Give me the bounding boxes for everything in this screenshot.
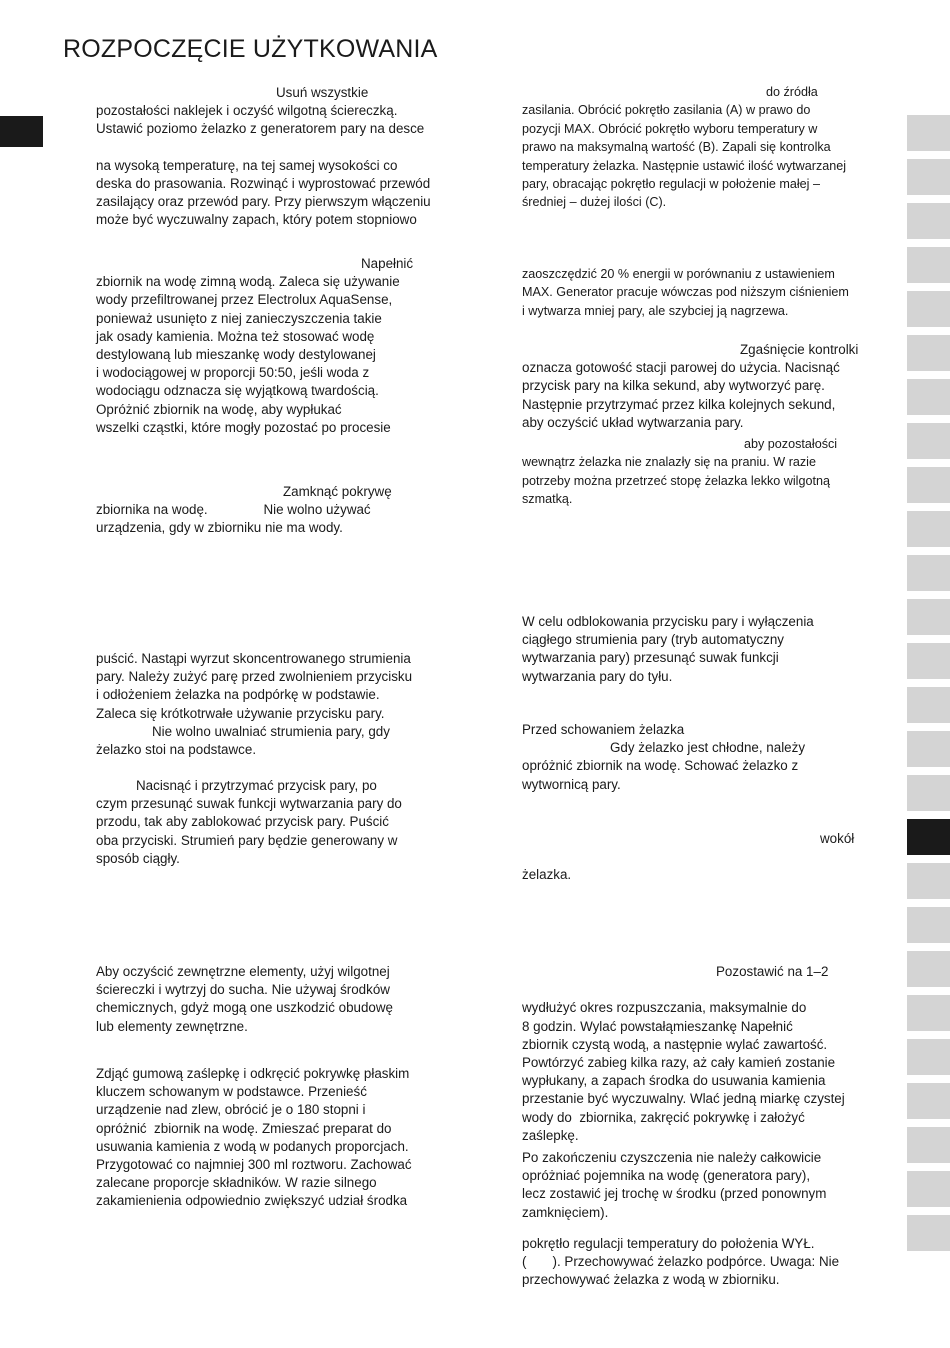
text-line: pary. Należy zużyć parę przed zwolnieniem przycisku bbox=[96, 669, 413, 685]
side-tab bbox=[907, 1083, 950, 1119]
text-line: Powtórzyć zabieg kilka razy, aż cały kamień zostanie bbox=[522, 1055, 836, 1071]
text-line: żelazka. bbox=[522, 867, 572, 883]
text-line: wytwarzania pary) przesunąć suwak funkcji bbox=[522, 650, 779, 666]
text-line: W celu odblokowania przycisku pary i wyłączenia bbox=[522, 614, 814, 629]
text-block-r1 bbox=[522, 83, 882, 212]
text-line: aby oczyścić układ wytwarzania pary. bbox=[522, 414, 744, 430]
side-tab bbox=[907, 731, 950, 767]
text-line: Po zakończeniu czyszczenia nie należy całkowicie bbox=[522, 1150, 822, 1165]
text-line: przestanie być wyczuwalny. Wlać jedną miarkę czystej bbox=[522, 1091, 845, 1107]
text-line: zalecane proporcje składników. W razie silnego bbox=[96, 1175, 377, 1191]
text-block-r2 bbox=[522, 265, 882, 320]
text-line: ponieważ usunięto z niej zanieczyszczenia takie bbox=[96, 310, 382, 326]
side-tab bbox=[907, 247, 950, 283]
text-line: usuwania kamienia z wodą w podanych proporcjach. bbox=[96, 1138, 409, 1154]
text-block-r10 bbox=[522, 1235, 882, 1290]
text-line: przodu, tak aby zablokować przycisk pary. Puścić bbox=[96, 814, 389, 830]
text-line: zaślepkę. bbox=[522, 1127, 579, 1143]
side-tab bbox=[907, 775, 950, 811]
text-line: prawo na maksymalną wartość (B). Zapali się kontrolka bbox=[522, 140, 831, 155]
side-tab bbox=[907, 335, 950, 371]
text-line bbox=[522, 848, 882, 866]
text-line: wytwornicą pary. bbox=[522, 776, 621, 792]
side-tab bbox=[907, 643, 950, 679]
text-line: Napełnić bbox=[361, 256, 414, 271]
text-line: wody do zbiornika, zakręcić pokrywkę i założyć bbox=[522, 1109, 805, 1125]
text-line: zaoszczędzić 20 % energii w porównaniu z ustawieniem bbox=[522, 267, 835, 281]
text-line: temperatury żelazka. Następnie ustawić ilość wytwarzanej bbox=[522, 158, 847, 173]
text-line: Ustawić poziomo żelazko z generatorem pary na desce bbox=[96, 121, 425, 137]
text-line: pary, obracając pokrętło regulacji w położenie małej – bbox=[522, 177, 820, 192]
text-line: i wytwarza mniej pary, ale szybciej ją nagrzewa. bbox=[522, 303, 789, 318]
text-line: średniej – dużej ilości (C). bbox=[522, 195, 667, 210]
side-tab bbox=[907, 379, 950, 415]
text-line: może być wyczuwalny zapach, który potem stopniowo bbox=[96, 212, 417, 228]
text-line: opróżnić zbiornik na wodę. Schować żelazko z bbox=[522, 758, 799, 774]
text-line: opróżnić zbiornik na wodę. Zmieszać preparat do bbox=[96, 1120, 392, 1136]
text-line: aby pozostałości bbox=[744, 437, 838, 451]
text-line: pokrętło regulacji temperatury do położenia WYŁ. bbox=[522, 1236, 815, 1251]
text-line: przechowywać żelazka z wodą w zbiorniku. bbox=[522, 1272, 780, 1288]
page-title: ROZPOCZĘCIE UŻYTKOWANIA bbox=[63, 35, 438, 63]
text-line: Nacisnąć i przytrzymać przycisk pary, po bbox=[136, 778, 377, 793]
text-line: Przygotować co najmniej 300 ml roztworu. Zachować bbox=[96, 1157, 412, 1173]
text-line: Nie wolno uwalniać strumienia pary, gdy bbox=[152, 723, 390, 739]
text-line: zakamienienia odpowiednio zwiększyć udział środka bbox=[96, 1193, 408, 1209]
text-line: sposób ciągły. bbox=[96, 850, 180, 866]
text-block-b6 bbox=[96, 963, 456, 1036]
text-line: 8 godzin. Wylać powstałąmieszankę Napełnić bbox=[522, 1018, 793, 1034]
text-block-b7 bbox=[96, 1065, 456, 1211]
side-tab bbox=[907, 1127, 950, 1163]
text-line bbox=[96, 139, 456, 157]
text-line: urządzenia, gdy w zbiorniku nie ma wody. bbox=[96, 520, 343, 536]
text-block-r9 bbox=[522, 1149, 882, 1222]
side-tab bbox=[907, 951, 950, 987]
text-line: wody przefiltrowanej przez Electrolux AquaSense, bbox=[96, 292, 393, 308]
text-line: zbiornik na wodę zimną wodą. Zaleca się używanie bbox=[96, 274, 400, 290]
text-line: przycisk pary na kilka sekund, aby wytworzyć parę. bbox=[522, 378, 825, 394]
side-tab bbox=[907, 159, 950, 195]
side-tab bbox=[907, 1171, 950, 1207]
side-tab bbox=[907, 467, 950, 503]
text-line: wytwarzania pary do tyłu. bbox=[522, 668, 673, 684]
text-line: na wysoką temperaturę, na tej samej wysokości co bbox=[96, 157, 398, 173]
text-block-r3 bbox=[522, 341, 882, 432]
text-line: do źródła bbox=[766, 85, 818, 99]
text-block-b2 bbox=[96, 255, 456, 437]
side-tab bbox=[907, 599, 950, 635]
text-line: MAX. Generator pracuje wówczas pod niższym ciśnieniem bbox=[522, 285, 849, 300]
side-tab bbox=[907, 687, 950, 723]
text-block-b5 bbox=[96, 777, 456, 868]
text-line: pozostałości naklejek i oczyść wilgotną ściereczką. bbox=[96, 103, 398, 119]
text-line: kluczem schowanym w podstawce. Przenieść bbox=[96, 1084, 367, 1100]
text-line: i wodociągowej w proporcji 50:50, jeśli woda z bbox=[96, 365, 370, 381]
text-line: lub elementy zewnętrzne. bbox=[96, 1018, 248, 1034]
text-line: Zaleca się krótkotrwałe używanie przycisku pary. bbox=[96, 705, 385, 721]
text-line: zasilania. Obrócić pokrętło zasilania (A) w prawo do bbox=[522, 103, 811, 118]
text-line: wewnątrz żelazka nie znalazły się na praniu. W razie bbox=[522, 455, 816, 470]
text-line: jak osady kamienia. Można też stosować wodę bbox=[96, 328, 375, 344]
text-block-b4 bbox=[96, 650, 456, 759]
text-line: czym przesunąć suwak funkcji wytwarzania pary do bbox=[96, 796, 402, 812]
text-line: Opróżnić zbiornik na wodę, aby wypłukać bbox=[96, 401, 342, 417]
text-line: ( ). Przechowywać żelazko podpórce. Uwaga: Nie bbox=[522, 1254, 840, 1270]
text-line: wodociągu odznacza się wyjątkową twardością. bbox=[96, 383, 379, 399]
side-tab-active bbox=[907, 819, 950, 855]
text-line: potrzeby można przetrzeć stopę żelazka lekko wilgotną bbox=[522, 473, 830, 488]
text-line: wypłukany, a zapach środka do usuwania kamienia bbox=[522, 1073, 826, 1089]
text-block-r7 bbox=[522, 830, 882, 885]
side-tab bbox=[907, 1215, 950, 1251]
text-line: zamknięciem). bbox=[522, 1204, 609, 1220]
text-line: opróżniać pojemnika na wodę (generatora pary), bbox=[522, 1168, 811, 1184]
text-line: wokół bbox=[820, 831, 855, 846]
text-line: żelazko stoi na podstawce. bbox=[96, 742, 257, 758]
text-line: Aby oczyścić zewnętrzne elementy, użyj wilgotnej bbox=[96, 964, 390, 979]
side-tab bbox=[907, 115, 950, 151]
text-line: wszelki cząstki, które mogły pozostać po procesie bbox=[96, 419, 391, 435]
text-line: pozycji MAX. Obrócić pokrętło wyboru temperatury w bbox=[522, 121, 818, 136]
section-marker bbox=[0, 116, 43, 147]
text-line: Przed schowaniem żelazka bbox=[522, 722, 685, 737]
text-line: Zdjąć gumową zaślepkę i odkręcić pokrywkę płaskim bbox=[96, 1066, 410, 1081]
text-line: Zgaśnięcie kontrolki bbox=[740, 342, 859, 357]
text-line: Pozostawić na 1–2 bbox=[716, 964, 829, 979]
text-line: deska do prasowania. Rozwinąć i wyprostować przewód bbox=[96, 176, 431, 192]
text-line: urządzenie nad zlew, obrócić je o 180 stopni i bbox=[96, 1102, 366, 1118]
side-tab bbox=[907, 423, 950, 459]
side-tab bbox=[907, 863, 950, 899]
text-line: szmatką. bbox=[522, 492, 573, 507]
text-line: oba przyciski. Strumień pary będzie generowany w bbox=[96, 832, 398, 848]
side-tab bbox=[907, 511, 950, 547]
text-line: zbiornika na wodę. Nie wolno używać bbox=[96, 502, 371, 518]
text-block-r4 bbox=[522, 435, 882, 509]
text-block-r6 bbox=[522, 721, 882, 794]
text-block-b3 bbox=[96, 483, 456, 538]
side-tab bbox=[907, 555, 950, 591]
side-tab bbox=[907, 907, 950, 943]
side-tab bbox=[907, 203, 950, 239]
text-line: Zamknąć pokrywę bbox=[283, 484, 392, 499]
text-line: chemicznych, gdyż mogą one uszkodzić obudowę bbox=[96, 1000, 393, 1016]
text-line: puścić. Nastąpi wyrzut skoncentrowanego strumienia bbox=[96, 651, 411, 666]
side-tab bbox=[907, 995, 950, 1031]
text-line: i odłożeniem żelazka na podpórkę w podstawie. bbox=[96, 687, 380, 703]
text-line: destylowaną lub mieszankę wody destylowanej bbox=[96, 347, 376, 363]
text-line: Następnie przytrzymać przez kilka kolejnych sekund, bbox=[522, 396, 836, 412]
text-line bbox=[522, 981, 882, 999]
text-block-r8 bbox=[522, 963, 882, 1145]
text-line: ściereczki i wytrzyj do sucha. Nie używaj środków bbox=[96, 982, 390, 998]
text-line: wydłużyć okres rozpuszczania, maksymalnie do bbox=[522, 1000, 807, 1016]
text-line: lecz zostawić jej trochę w środku (przed ponownym bbox=[522, 1186, 827, 1202]
text-line: zbiornik czystą wodą, a następnie wylać zawartość. bbox=[522, 1036, 828, 1052]
side-tab bbox=[907, 1039, 950, 1075]
text-line: ciągłego strumienia pary (tryb automatyczny bbox=[522, 632, 784, 648]
side-tab bbox=[907, 291, 950, 327]
text-line: Usuń wszystkie bbox=[276, 85, 369, 100]
text-line: Gdy żelazko jest chłodne, należy bbox=[610, 740, 806, 756]
text-block-r5 bbox=[522, 613, 882, 686]
text-line: oznacza gotowość stacji parowej do użycia. Nacisnąć bbox=[522, 360, 840, 376]
text-block-b1 bbox=[96, 84, 456, 230]
text-line: zasilający oraz przewód pary. Przy pierwszym włączeniu bbox=[96, 194, 431, 210]
